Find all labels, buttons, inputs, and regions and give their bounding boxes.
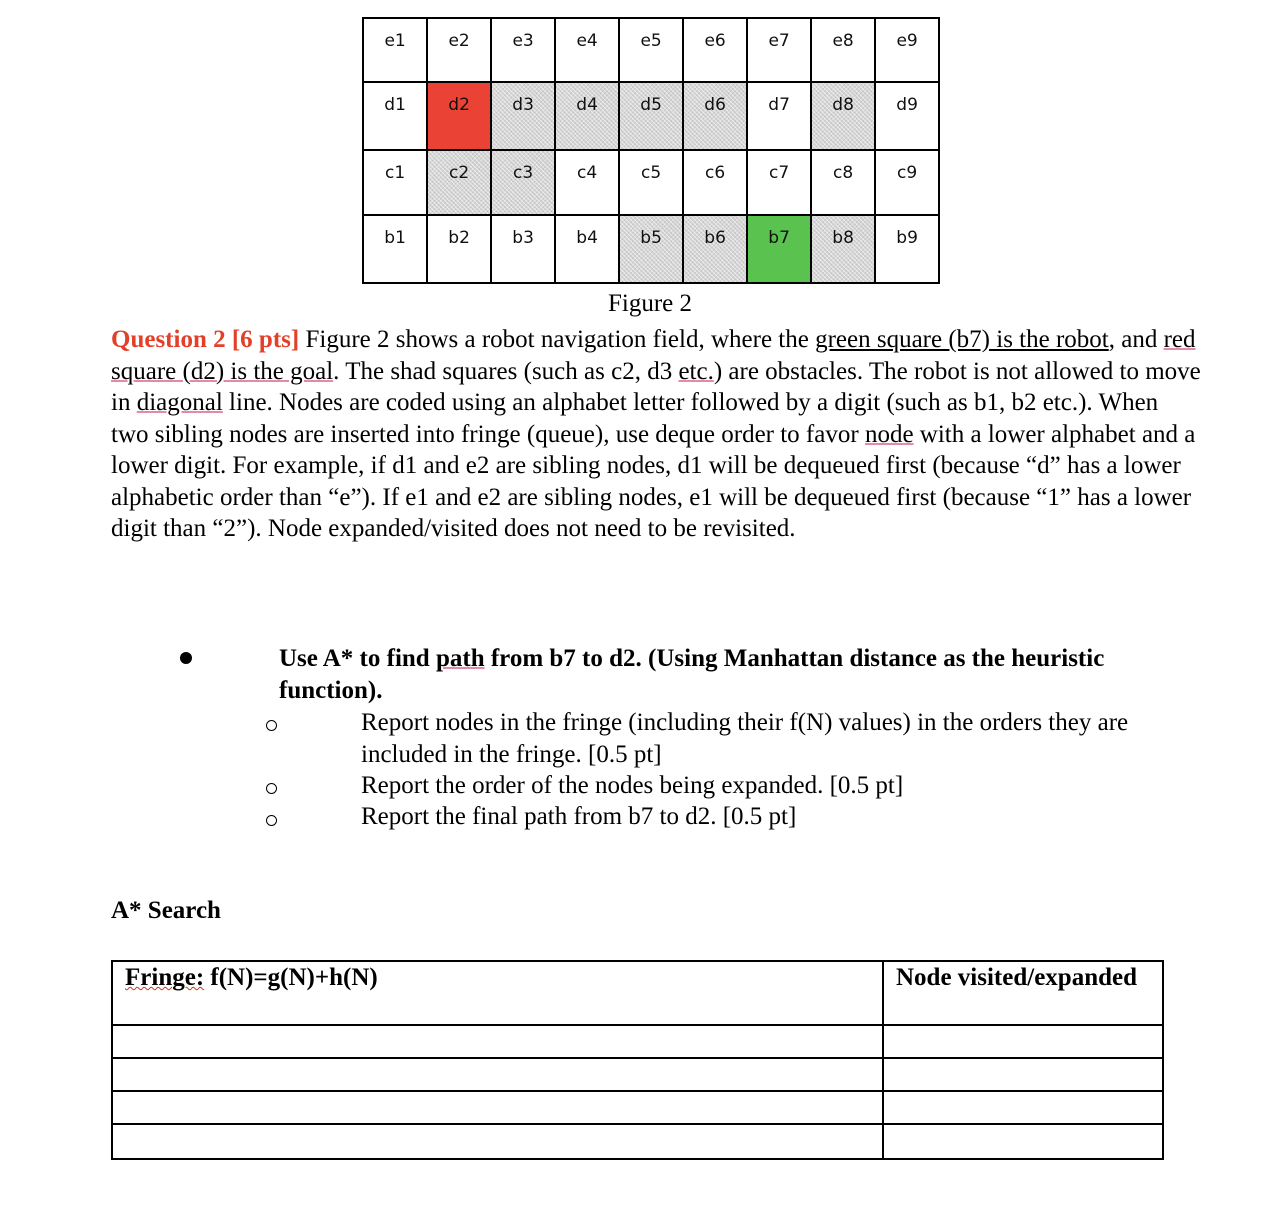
fringe-cell[interactable]	[112, 1058, 883, 1091]
table-header-row	[112, 961, 1163, 1025]
grid-cell-e4: e4	[554, 17, 620, 83]
question-node-word: node	[864, 420, 914, 448]
question-text-6: with a lower alphabet and a lower digit. For example, if d1 and e2 are sibling nodes, d1 will be dequeued first (because “d” has a lower alphabetic order than “e”). If e1 and e2 are sibling nodes, e1 will be dequeued first (because “1” has a lower digit than “2”). Node expanded/visited does not need to be revisited.	[111, 420, 1196, 542]
task-bullet-text-b: from b7 to d2. (Using Manhattan distance as the heuristic function).	[279, 645, 1105, 704]
table-row	[112, 1091, 1163, 1124]
fringe-cell[interactable]	[112, 1091, 883, 1124]
question-goal-phrase: red square (d2) is the goal	[111, 326, 1196, 385]
question-paragraph	[111, 324, 1201, 545]
grid-cell-c8: c8	[810, 149, 876, 216]
grid-cell-c5: c5	[618, 149, 684, 216]
astar-search-heading: A* Search	[111, 897, 221, 924]
grid-cell-c3: c3	[490, 149, 556, 216]
task-bullet-path-word: path	[435, 645, 485, 672]
sub-item-fringe: Report nodes in the fringe (including their f(N) values) in the orders they are included in the fringe. [0.5 pt]	[361, 709, 1129, 768]
grid-cell-b6: b6	[682, 214, 748, 284]
grid-cell-c1: c1	[362, 149, 428, 216]
sub-item-final-path: Report the final path from b7 to d2. [0.5 pt]	[361, 803, 797, 830]
table-row	[112, 1058, 1163, 1091]
node-visited-header: Node visited/expanded	[883, 961, 1163, 1025]
grid-cell-c9: c9	[874, 149, 940, 216]
grid-cell-b2: b2	[426, 214, 492, 284]
grid-cell-b4: b4	[554, 214, 620, 284]
grid-cell-d5: d5	[618, 81, 684, 151]
fringe-cell[interactable]	[112, 1025, 883, 1058]
fringe-header-word: Fringe:	[125, 964, 205, 991]
grid-cell-d9: d9	[874, 81, 940, 151]
grid-cell-c2: c2	[426, 149, 492, 216]
question-etc-word: etc.	[678, 357, 714, 385]
fringe-header-formula: f(N)=g(N)+h(N)	[204, 964, 378, 991]
question-heading: Question 2 [6 pts]	[111, 326, 300, 353]
grid-cell-d3: d3	[490, 81, 556, 151]
grid-cell-d2: d2	[426, 81, 492, 151]
fringe-cell[interactable]	[112, 1124, 883, 1159]
question-robot-phrase: green square (b7) is the robot	[815, 326, 1109, 353]
task-bullet-text-a: Use A* to find	[279, 645, 436, 672]
sub-bullet-circle-icon	[266, 815, 277, 826]
grid-cell-b9: b9	[874, 214, 940, 284]
grid-cell-c7: c7	[746, 149, 812, 216]
sub-item-expanded-order: Report the order of the nodes being expanded. [0.5 pt]	[361, 772, 904, 799]
question-text-2: , and	[1108, 326, 1164, 353]
navigation-grid-figure	[362, 17, 940, 287]
grid-cell-e9: e9	[874, 17, 940, 83]
grid-cell-b1: b1	[362, 214, 428, 284]
grid-cell-e5: e5	[618, 17, 684, 83]
figure-caption: Figure 2	[607, 290, 693, 317]
bullet-dot-icon	[180, 652, 192, 664]
table-row	[112, 1025, 1163, 1058]
grid-cell-c6: c6	[682, 149, 748, 216]
grid-cell-d1: d1	[362, 81, 428, 151]
sub-bullet-circle-icon	[266, 783, 277, 794]
grid-cell-c4: c4	[554, 149, 620, 216]
grid-cell-e8: e8	[810, 17, 876, 83]
node-cell[interactable]	[883, 1058, 1163, 1091]
grid-cell-d8: d8	[810, 81, 876, 151]
question-diagonal-word: diagonal	[136, 389, 223, 416]
node-cell[interactable]	[883, 1124, 1163, 1159]
grid-cell-e2: e2	[426, 17, 492, 83]
grid-cell-b7: b7	[746, 214, 812, 284]
question-text-3: . The shad squares (such as c2, d3	[333, 357, 679, 385]
answer-table	[111, 960, 1164, 1160]
sub-bullet-circle-icon	[266, 720, 277, 731]
table-row	[112, 1124, 1163, 1159]
grid-cell-e6: e6	[682, 17, 748, 83]
grid-cell-d6: d6	[682, 81, 748, 151]
grid-cell-e1: e1	[362, 17, 428, 83]
fringe-header	[112, 961, 883, 1025]
grid-cell-d4: d4	[554, 81, 620, 151]
grid-cell-e3: e3	[490, 17, 556, 83]
grid-cell-e7: e7	[746, 17, 812, 83]
question-text-4: ) are obstacles. The robot is not allowed to move in	[111, 357, 1201, 416]
task-bullet	[279, 643, 1159, 706]
grid-cell-b5: b5	[618, 214, 684, 284]
node-cell[interactable]	[883, 1091, 1163, 1124]
question-text-1: Figure 2 shows a robot navigation field, where the	[299, 326, 816, 353]
grid-cell-b3: b3	[490, 214, 556, 284]
grid-cell-d7: d7	[746, 81, 812, 151]
question-text-5: line. Nodes are coded using an alphabet letter followed by a digit (such as b1, b2 etc.). When two sibling nodes are inserted into fringe (queue), use deque order to favor	[111, 389, 1159, 448]
node-cell[interactable]	[883, 1025, 1163, 1058]
grid-cell-b8: b8	[810, 214, 876, 284]
